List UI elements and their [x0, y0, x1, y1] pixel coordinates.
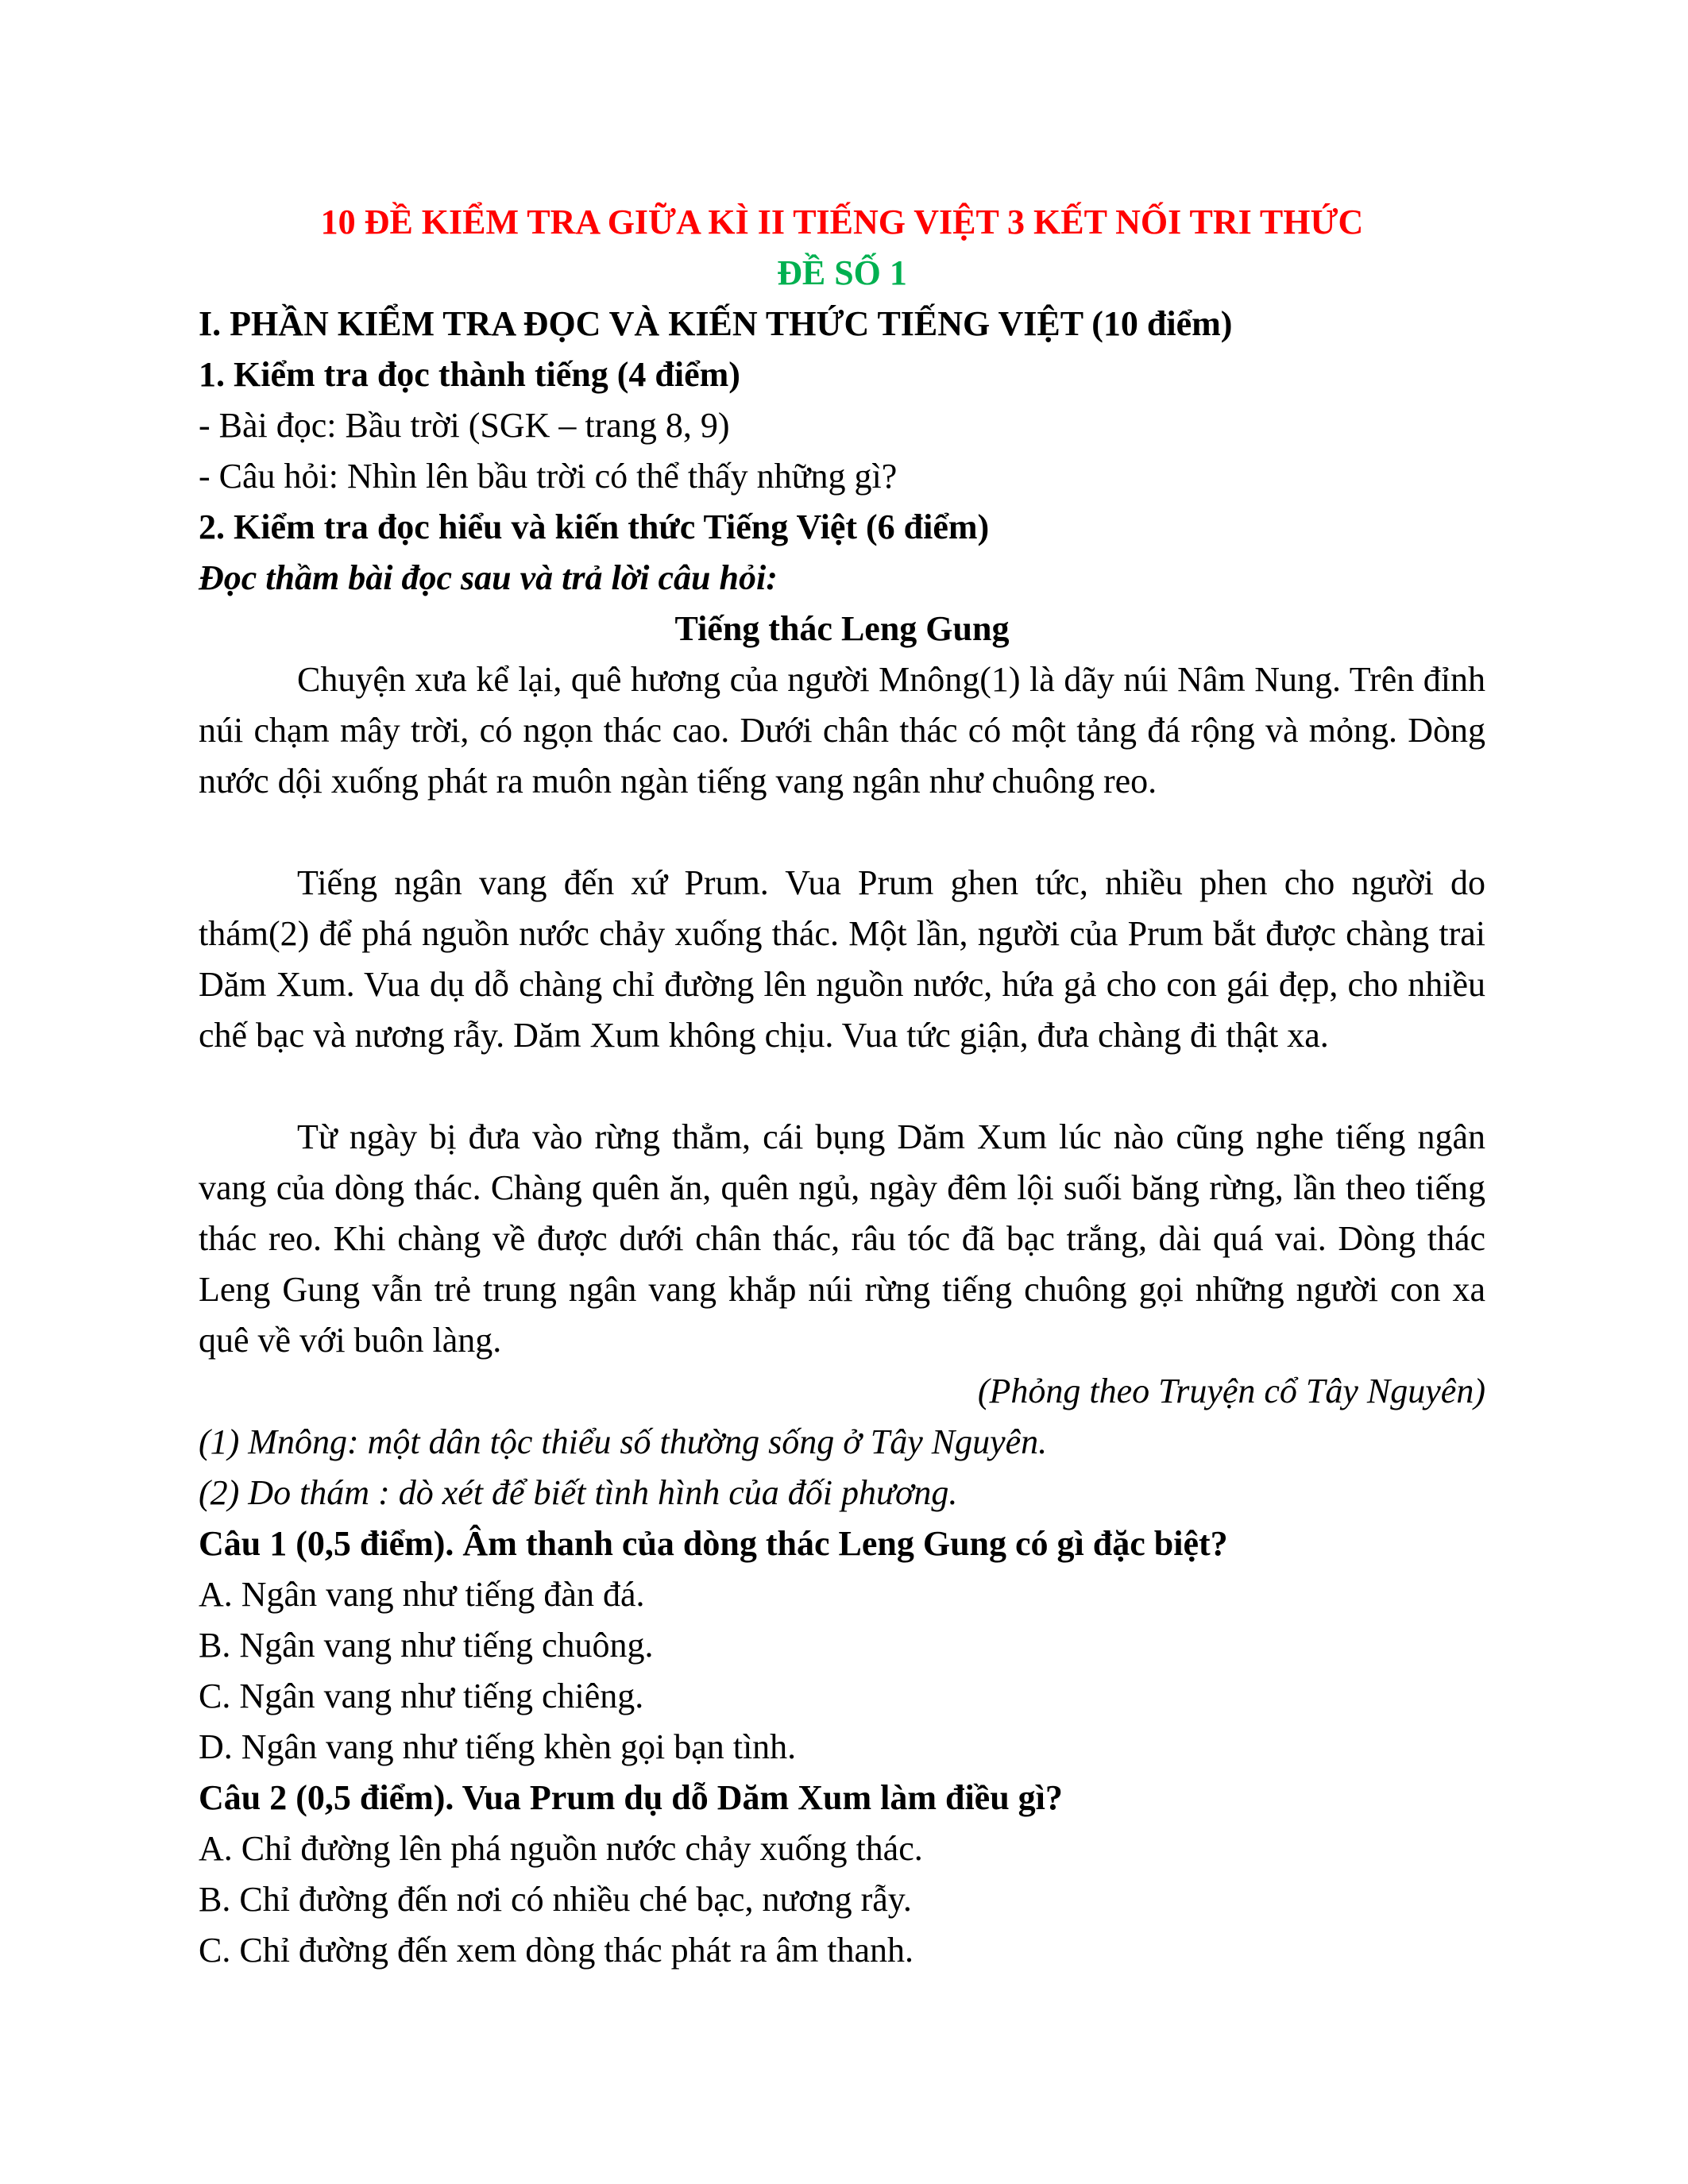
- part-1-heading: 1. Kiểm tra đọc thành tiếng (4 điểm): [199, 355, 740, 394]
- question-1-option-d: D. Ngân vang như tiếng khèn gọi bạn tình.: [199, 1727, 797, 1766]
- section-heading: I. PHẦN KIỂM TRA ĐỌC VÀ KIẾN THỨC TIẾNG VIỆT (10 điểm): [199, 304, 1233, 343]
- document-title: 10 ĐỀ KIỂM TRA GIỮA KÌ II TIẾNG VIỆT 3 KẾT NỐI TRI THỨC: [320, 203, 1364, 241]
- footnote-1: (1) Mnông: một dân tộc thiểu số thường sống ở Tây Nguyên.: [199, 1422, 1048, 1461]
- question-2-option-c: C. Chỉ đường đến xem dòng thác phát ra âm thanh.: [199, 1931, 914, 1970]
- part-1-question: - Câu hỏi: Nhìn lên bầu trời có thể thấy những gì?: [199, 457, 898, 496]
- question-2-option-a: A. Chỉ đường lên phá nguồn nước chảy xuống thác.: [199, 1829, 923, 1868]
- document-subtitle: ĐỀ SỐ 1: [777, 253, 907, 292]
- story-source: (Phỏng theo Truyện cổ Tây Nguyên): [977, 1372, 1485, 1410]
- question-1-option-b: B. Ngân vang như tiếng chuông.: [199, 1626, 654, 1665]
- part-2-heading: 2. Kiểm tra đọc hiểu và kiến thức Tiếng Việt (6 điểm): [199, 507, 990, 546]
- story-title: Tiếng thác Leng Gung: [674, 609, 1010, 648]
- story-paragraph: Chuyện xưa kể lại, quê hương của người Mnông(1) là dãy núi Nâm Nung. Trên đỉnh núi chạm mây trời, có ngọn thác cao. Dưới chân thác có một tảng đá rộng và mỏng. Dòng nước dội xuống phát ra muôn ngàn tiếng vang ngân như chuông reo.: [199, 660, 1485, 801]
- part-2-instruction: Đọc thầm bài đọc sau và trả lời câu hỏi:: [199, 558, 778, 597]
- story-paragraph: Từ ngày bị đưa vào rừng thẳm, cái bụng Dăm Xum lúc nào cũng nghe tiếng ngân vang của dòng thác. Chàng quên ăn, quên ngủ, ngày đêm lội suối băng rừng, lần theo tiếng thác reo. Khi chàng về được dưới chân thác, râu tóc đã bạc trắng, dài quá vai. Dòng thác Leng Gung vẫn trẻ trung ngân vang khắp núi rừng tiếng chuông gọi những người con xa quê về với buôn làng.: [199, 1117, 1485, 1360]
- footnote-2: (2) Do thám : dò xét để biết tình hình của đối phương.: [199, 1473, 958, 1512]
- question-1-prompt: Câu 1 (0,5 điểm). Âm thanh của dòng thác Leng Gung có gì đặc biệt?: [199, 1524, 1228, 1563]
- question-1-option-c: C. Ngân vang như tiếng chiêng.: [199, 1677, 644, 1715]
- story-paragraph: Tiếng ngân vang đến xứ Prum. Vua Prum ghen tức, nhiều phen cho người do thám(2) để phá nguồn nước chảy xuống thác. Một lần, người của Prum bắt được chàng trai Dăm Xum. Vua dụ dỗ chàng chỉ đường lên nguồn nước, hứa gả cho con gái đẹp, cho nhiều chế bạc và nương rẫy. Dăm Xum không chịu. Vua tức giận, đưa chàng đi thật xa.: [199, 863, 1485, 1055]
- question-2-option-b: B. Chỉ đường đến nơi có nhiều ché bạc, nương rẫy.: [199, 1880, 912, 1919]
- question-1-option-a: A. Ngân vang như tiếng đàn đá.: [199, 1575, 645, 1614]
- question-2-prompt: Câu 2 (0,5 điểm). Vua Prum dụ dỗ Dăm Xum làm điều gì?: [199, 1778, 1063, 1817]
- part-1-reading: - Bài đọc: Bầu trời (SGK – trang 8, 9): [199, 406, 730, 445]
